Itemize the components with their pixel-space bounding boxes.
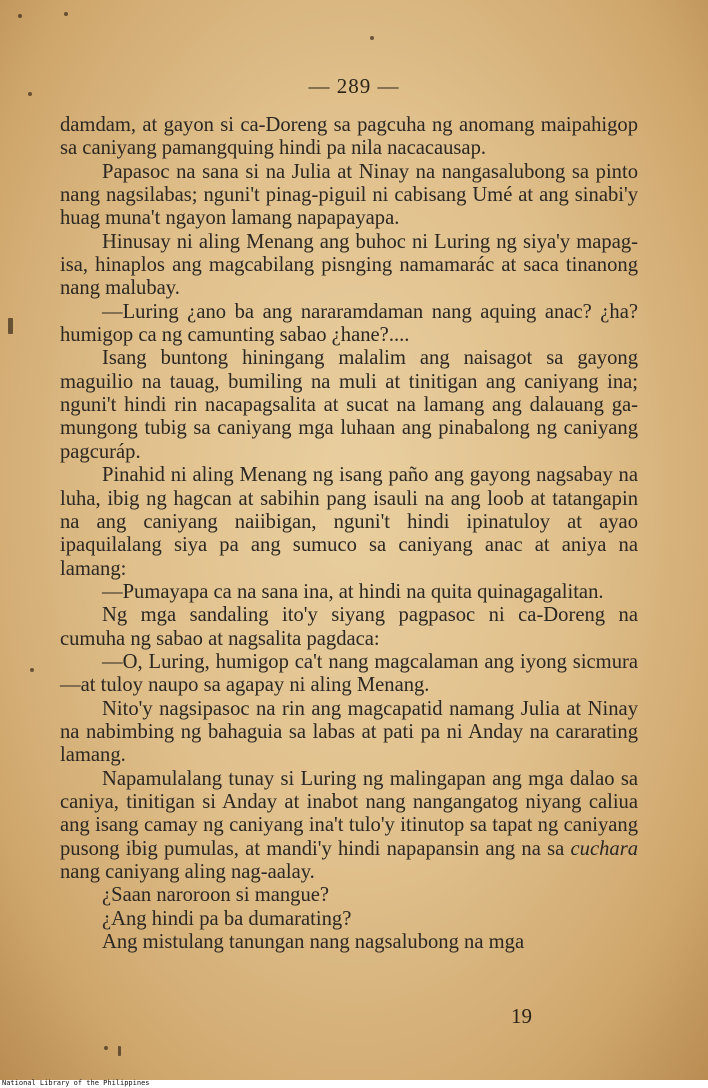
paragraph-text: Napamulalang tunay si Luring ng malingapan ang mga dalao sa caniya, tinitigan si Anday at inabot nang nangangatog niyang caliua ang isang camay ng caniyang ina't tulo'y itinutop sa tapat ng caniyang pusong ibig pumulas, at mandi'y hindi napapansin ang na sa xyxy=(60,767,638,860)
paragraph: Papasoc na sana si na Julia at Ninay na nangasalubong sa pinto nang nagsilabas; nguni't pinag-piguil ni cabisang Umé at ang sinabi'y huag muna't ngayon lamang napapayapa. xyxy=(60,160,638,230)
paragraph-tail: nang caniyang aling nag-aalay. xyxy=(60,861,315,883)
ink-speck xyxy=(30,668,34,672)
italic-word: cuchara xyxy=(570,837,639,860)
ink-speck xyxy=(8,318,13,334)
dialogue-paragraph: ¿Ang hindi pa ba dumarating? xyxy=(102,907,352,930)
paragraph: Hinusay ni aling Menang ang buhoc ni Luring ng siya'y mapag-isa, hinaplos ang magcabilang pisnging namamarác at saca tinanong nang malubay. xyxy=(60,230,638,300)
paragraph xyxy=(60,768,638,885)
page-number: — 289 — xyxy=(308,74,400,98)
ink-speck xyxy=(104,1046,108,1050)
ink-speck xyxy=(64,12,68,16)
dialogue-paragraph: —Luring ¿ano ba ang nararamdaman nang aquing anac? ¿ha? humigop ca ng camunting sabao ¿hane?.... xyxy=(60,300,638,347)
dialogue-paragraph: ¿Saan naroroon si mangue? xyxy=(102,884,330,907)
paragraph: damdam, at gayon si ca-Doreng sa pagcuha ng anomang maipahigop sa caniyang pamangquing hindi pa nila nacacausap. xyxy=(60,114,638,160)
footer-credit: National Library of the Philippines xyxy=(2,1079,150,1087)
paragraph: Isang buntong hiningang malalim ang naisagot sa gayong maguilio na tauag, bumiling na muli at tinitigan ang caniyang ina; nguni't hindi rin nacapagsalita at sucat na lamang ang dalauang ga-mungong tubig sa caniyang mga luhaan ang pinabalong ng caniyang pagcuráp. xyxy=(60,347,638,463)
paragraph: Pinahid ni aling Menang ng isang paño ang gayong nagsabay na luha, ibig ng hagcan at sabihin pang isauli na ang loob at tatangapin na ang caniyang naiibigan, nguni't hindi ipinatuloy at ayao ipaquilalang siya pa ang sumuco sa caniyang anac at aniya na lamang: xyxy=(60,464,638,580)
ink-speck xyxy=(118,1046,121,1056)
paragraph: Nito'y nagsipasoc na rin ang magcapatid namang Julia at Ninay na nabimbing ng bahaguia sa labas at pati pa ni Anday na cararating lamang. xyxy=(60,697,638,767)
dialogue-paragraph: —O, Luring, humigop ca't nang magcalaman ang iyong sicmura—at tuloy naupo sa agapay ni aling Menang. xyxy=(60,650,638,697)
footer-bar xyxy=(0,1080,708,1088)
paragraph: Ang mistulang tanungan nang nagsalubong na mga xyxy=(102,931,525,954)
paragraph: Ng mga sandaling ito'y siyang pagpasoc ni ca-Doreng na cumuha ng sabao at nagsalita pagdaca: xyxy=(60,604,638,650)
body-text xyxy=(60,114,638,954)
ink-speck xyxy=(370,36,374,40)
dialogue-paragraph: —Pumayapa ca na sana ina, at hindi na quita quinagagalitan. xyxy=(102,580,604,603)
signature-mark: 19 xyxy=(511,1004,532,1028)
ink-speck xyxy=(18,14,22,18)
